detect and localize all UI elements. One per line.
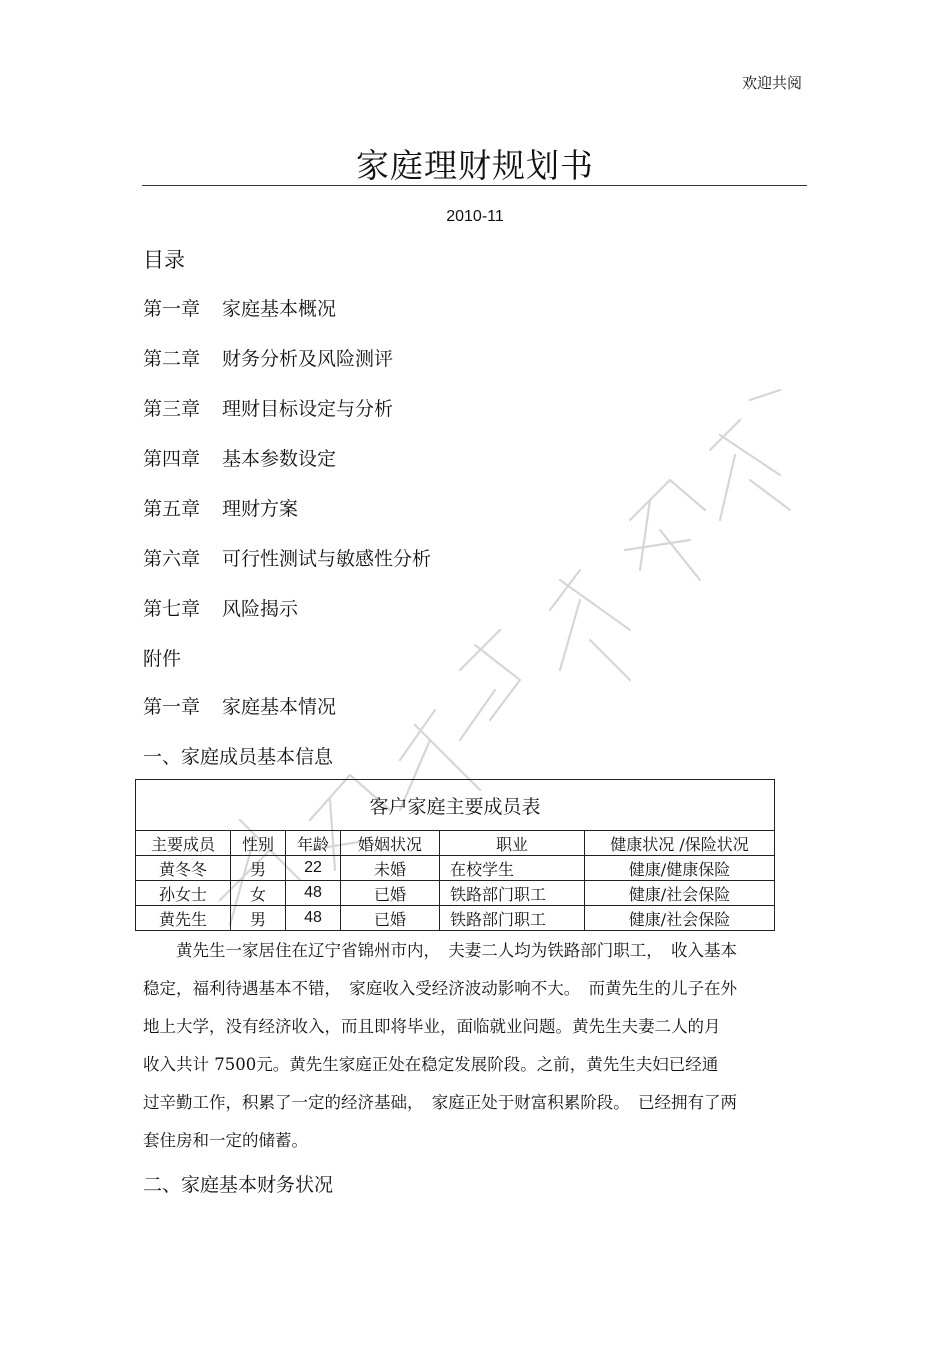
toc-item-label: 可行性测试与敏感性分析 [222,548,432,570]
toc-item [143,594,298,621]
toc-item [143,444,336,471]
table-row [136,906,775,931]
toc-item-number: 第五章 [143,498,201,520]
paragraph-line: 稳定，福利待遇基本不错， 家庭收入受经济波动影响不大。 而黄先生的儿子在外 [143,979,737,998]
table-cell: 男 [231,856,286,881]
toc-item-label: 家庭基本概况 [222,298,337,320]
toc-item-number: 第七章 [143,598,201,620]
toc-item [143,494,298,521]
table-row [136,881,775,906]
chapter-heading [143,692,336,719]
toc-item-number: 第六章 [143,548,201,570]
toc-heading: 目录 [143,248,185,272]
toc-item-label: 理财目标设定与分析 [222,398,394,420]
table-header: 主要成员 [136,831,231,856]
table-cell: 男 [231,906,286,931]
table-cell: 健康/社会保险 [585,906,775,931]
table-header: 婚姻状况 [341,831,440,856]
table-header-row [136,831,775,856]
toc-item-label: 财务分析及风险测评 [222,348,394,370]
title-divider [142,185,807,186]
table-cell: 未婚 [341,856,440,881]
toc-item [143,294,336,321]
table-cell: 黄先生 [136,906,231,931]
paragraph-line: 黄先生一家居住在辽宁省锦州市内， 夫妻二人均为铁路部门职工， 收入基本 [143,941,737,960]
toc-item [143,394,393,421]
table-header: 健康状况 /保险状况 [585,831,775,856]
table-cell: 铁路部门职工 [440,881,585,906]
table-cell: 健康/健康保险 [585,856,775,881]
section-heading-members: 一、家庭成员基本信息 [143,746,334,768]
toc-item-number: 第三章 [143,398,201,420]
table-header: 职业 [440,831,585,856]
table-header: 性别 [231,831,286,856]
toc-item-number: 第四章 [143,448,201,470]
header-note: 欢迎共阅 [741,74,802,92]
table-cell: 在校学生 [440,856,585,881]
paragraph-line: 过辛勤工作，积累了一定的经济基础， 家庭正处于财富积累阶段。 已经拥有了两 [143,1093,737,1112]
table-cell: 22 [286,856,341,881]
table-cell: 铁路部门职工 [440,906,585,931]
toc-item-number: 第二章 [143,348,201,370]
paragraph-line: 收入共计 7500元。黄先生家庭正处在稳定发展阶段。之前，黄先生夫妇已经通 [143,1055,719,1074]
table-cell: 已婚 [341,906,440,931]
table-cell: 黄冬冬 [136,856,231,881]
toc-appendix: 附件 [143,648,182,670]
toc-item [143,544,431,571]
chapter-label: 家庭基本情况 [222,696,337,718]
table-cell: 女 [231,881,286,906]
paragraph-line: 地上大学，没有经济收入，而且即将毕业，面临就业问题。黄先生夫妻二人的月 [143,1017,721,1036]
table-cell: 健康/社会保险 [585,881,775,906]
document-date: 2010-11 [446,208,504,225]
table-header: 年龄 [286,831,341,856]
toc-item [143,344,393,371]
family-description-paragraph [143,932,808,1160]
toc-item-label: 理财方案 [222,498,299,520]
toc-item-label: 基本参数设定 [222,448,337,470]
document-title: 家庭理财规划书 [356,146,594,185]
table-cell: 48 [286,881,341,906]
toc-item-label: 风险揭示 [222,598,299,620]
toc-item-number: 第一章 [143,298,201,320]
section-heading-finance: 二、家庭基本财务状况 [143,1174,334,1196]
table-cell: 已婚 [341,881,440,906]
paragraph-line: 套住房和一定的储蓄。 [143,1131,308,1150]
table-row [136,856,775,881]
chapter-number: 第一章 [143,696,201,718]
family-members-table [135,779,775,931]
table-caption: 客户家庭主要成员表 [136,780,775,831]
table-cell: 48 [286,906,341,931]
table-cell: 孙女士 [136,881,231,906]
